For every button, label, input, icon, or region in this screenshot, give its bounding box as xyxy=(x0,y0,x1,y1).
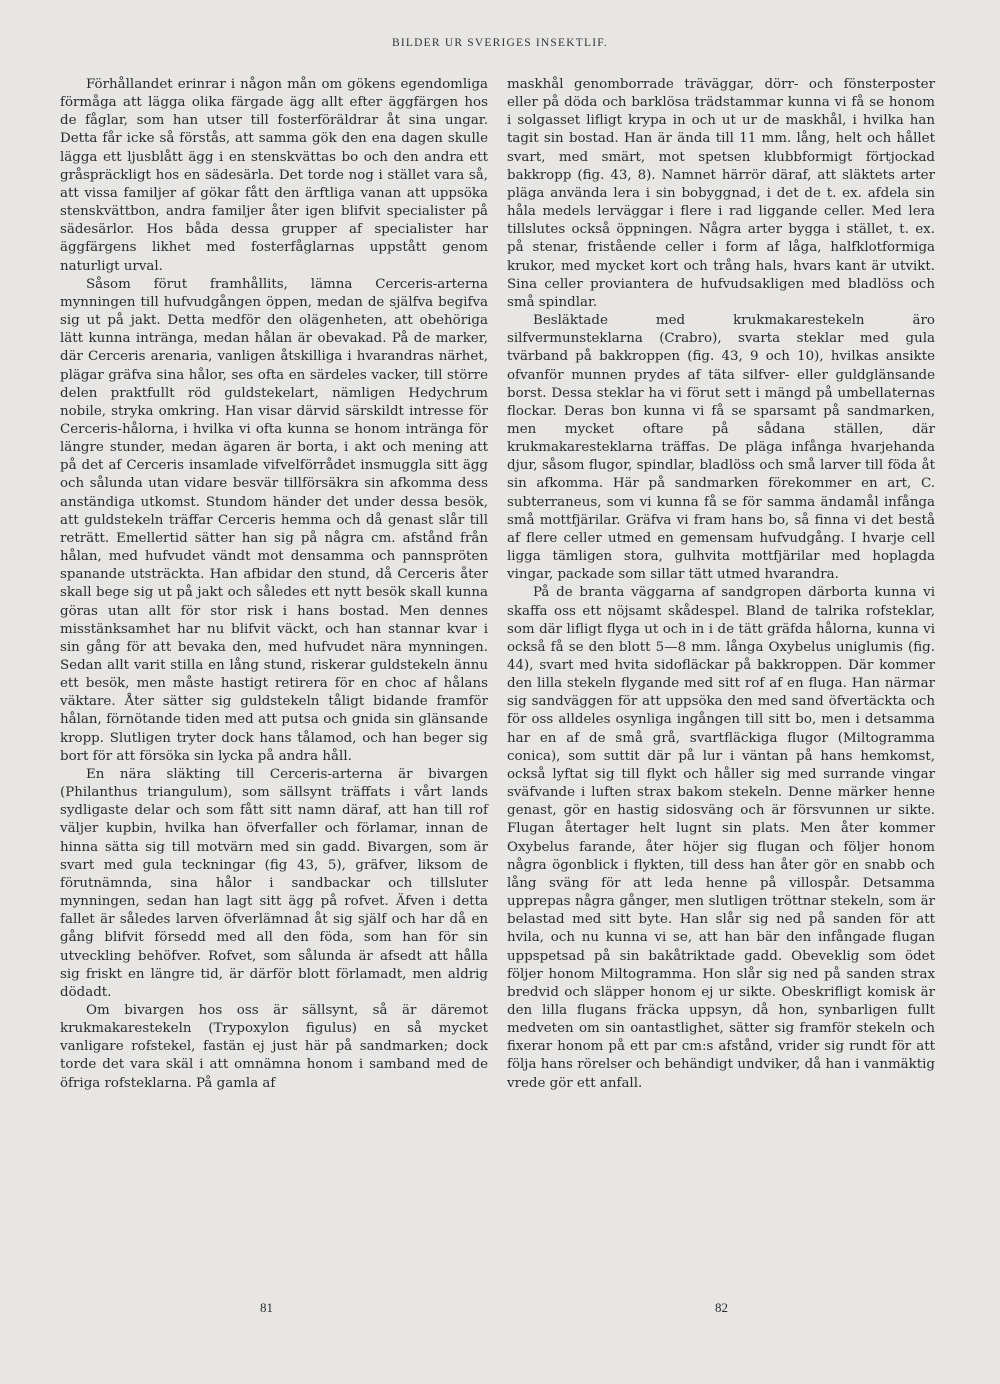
right-column xyxy=(507,76,935,1093)
paragraph: Besläktade med krukmakarestekeln äro silfvermunsteklarna (Crabro), svarta steklar med gula tvärband på bakkroppen (fig. 43, 9 och 10), hvilkas ansikte ofvanför munnen prydes af täta silfver- eller guldglänsande borst. Dessa steklar ha vi förut sett i mängd på umbellaternas flockar. Deras bon kunna vi få se sparsamt på sandmarken, men mycket oftare på sådana ställen, där krukmakaresteklarna träffas. De pläga infånga hvarjehanda djur, såsom flugor, spindlar, bladlöss och små larver till föda åt sin afkomma. Här på sandmarken förekommer en art, C. subterraneus, som vi kunna få se för samma ändamål infånga små mottfjärilar. Gräfva vi fram hans bo, så finna vi det bestå af flere celler utmed en gemensam hufvudgång. I hvarje cell ligga tämligen stora, gulhvita mottfjärilar med hoplagda vingar, packade som sillar tätt utmed hvarandra. xyxy=(507,313,935,583)
paragraph: På de branta väggarna af sandgropen därborta kunna vi skaffa oss ett nöjsamt skådespel. Bland de talrika rofsteklar, som där lifligt flyga ut och in i de tätt gräfda hålorna, kunna vi också få se den blott 5—8 mm. långa Oxybelus uniglumis (fig. 44), svart med hvita sidofläckar på bakkroppen. Där kommer den lilla stekeln flygande med sitt rof af en fluga. Han närmar sig sandväggen för att uppsöka den med sand öfvertäckta och för oss alldeles osynliga ingången till sitt bo, men i detsamma har en af de små grå, svartfläckiga flugor (Miltogramma conica), som suttit där på lur i väntan på hans hemkomst, också lyftat sig till flykt och håller sig med surrande vingar sväfvande i luften strax bakom stekeln. Denne märker henne genast, gör en hastig sidosväng och är försvunnen ur sikte. Flugan återtager helt lugnt sin plats. Men åter kommer Oxybelus farande, åter höjer sig flugan och följer honom några ögonblick i flykten, till dess han åter gör en snabb och lång sväng för att leda henne på villospår. Detsamma upprepas några gånger, men slutligen tröttnar stekeln, som är belastad med sitt byte. Han slår sig ned på sanden för att hvila, och nu kunna vi se, att han bär den infångade flugan uppspetsad på sin bakåtriktade gadd. Obeveklig som ödet följer honom Miltogramma. Hon slår sig ned på sanden strax bredvid och släpper honom ej ur sikte. Obeskrifligt komisk är den lilla flugans fräcka uppsyn, då hon, synbarligen fullt medveten om sin oantastlighet, sätter sig framför stekeln och fixerar honom på ett par cm:s afstånd, vrider sig rundt för att följa hans rörelser och behändigt undviker, då han i vanmäktig vrede gör ett anfall. xyxy=(507,585,935,1091)
paragraph: Förhållandet erinrar i någon mån om gökens egendomliga förmåga att lägga olika färgade ägg allt efter äggfärgen hos de fåglar, som han utser till fosterföräldrar åt sina ungar. Detta får icke så förstås, att samma gök den ena dagen skulle lägga ett ljusblått ägg i en stenskvättas bo och den andra ett gråspräckligt hos en sädesärla. Det torde nog i stället vara så, att vissa familjer af gökar fått den ärftliga vanan att uppsöka stenskvättbon, andra familjer åter igen blifvit specialister på sädesärlor. Hos båda dessa grupper af specialister har äggfärgens likhet med fosterfåglarnas uppstått genom naturligt urval. xyxy=(60,77,488,274)
paragraph: Om bivargen hos oss är sällsynt, så är däremot krukmakarestekeln (Trypoxylon figulus) en så mycket vanligare rofstekel, fastän ej just här på sandmarken; dock torde det vara skäl i att omnämna honom i samband med de öfriga rofsteklarna. På gamla af xyxy=(60,1002,488,1091)
paragraph: En nära släkting till Cerceris-arterna är bivargen (Philanthus triangulum), som sällsynt träffats i vårt lands sydligaste delar och som fått sitt namn däraf, att han till rof väljer kupbin, hvilka han öfverfaller och förlamar, innan de hinna sätta sig till motvärn med sin gadd. Bivargen, som är svart med gula teckningar (fig 43, 5), gräfver, liksom de förutnämnda, sina hålor i sandbackar och tillsluter mynningen, sedan han lagt sitt ägg på rofvet. Äfven i detta fallet är således larven öfverlämnad åt sig själf och har då en gång blifvit försedd med all den föda, som han för sin utveckling behöfver. Rofvet, som sålunda är afsedt att hålla sig friskt en längre tid, är därför blott förlamadt, men aldrig dödadt. xyxy=(60,766,488,1000)
left-column xyxy=(60,76,488,1093)
paragraph: Såsom förut framhållits, lämna Cerceris-arterna mynningen till hufvudgången öppen, medan de själfva begifva sig ut på jakt. Detta medför den olägenheten, att obehöriga lätt kunna inträngа, medan hålan är obevakad. På de marker, där Cerceris arenaria, vanligen åtskilliga i hvarandras närhet, plägar gräfva sina hålor, ses ofta en särdeles vacker, till större delen praktfullt röd guldstekelart, nämligen Hedychrum nobile, stryka omkring. Han visar därvid särskildt intresse för Cerceris-hålorna, i hvilka vi ofta kunna se honom inträngа för längre stunder, medan ägaren är borta, i akt och mening att på det af Cerceris insamlade vifvelförrådet insmuggla sitt ägg och sålunda utan vidare besvär tillförsäkra sin afkomma dess anständiga utkomst. Stundom händer det under dessa besök, att guldstekeln träffar Cerceris hemma och då genast slår till reträtt. Emellertid sätter han sig på några cm. afstånd från hålan, med hufvudet vändt mot densamma och pannspröten spanande utsträckta. Han afbidar den stund, då Cerceris åter skall bege sig ut på jakt och således ett nytt besök skall kunna göras utan allt för stor risk i hans bostad. Men dennes misstänksamhet har nu blifvit väckt, och han stannar kvar i sin gång för att bevaka den, med hufvudet nära mynningen. Sedan allt varit stilla en lång stund, riskerar guldstekeln ännu ett besök, men måste hastigt retirera för en choc af hålans väktare. Åter sätter sig guldstekeln tåligt bidande framför hålan, förnötande tiden med att putsa och gnida sin glänsande kropp. Slutligen tryter dock hans tålamod, och han beger sig bort för att försöka sin lycka på andra håll. xyxy=(60,276,488,764)
paragraph: maskhål genomborrade träväggar, dörr- och fönsterposter eller på döda och barklösa trädstammar kunna vi få se honom i solgasset lifligt krypa in och ut ur de maskhål, i hvilka han tagit sin bostad. Han är ända till 11 mm. lång, helt och hållet svart, med smärt, mot spetsen klubbformigt förtjockad bakkropp (fig. 43, 8). Namnet härrör däraf, att släktets arter pläga använda lera i sin bobyggnad, i det de t. ex. afdela sin håla medels lerväggar i flere i rad liggande celler. Med lera tillslutes också öppningen. Några arter bygga i stället, t. ex. på stenar, fristående celler i form af låga, halfklotformiga krukor, med mycket kort och trång hals, hvars kant är utvikt. Sina celler proviantera de hufvudsakligen med bladlöss och små spindlar. xyxy=(507,77,935,310)
running-head: BILDER UR SVERIGES INSEKTLIF. xyxy=(392,37,608,49)
page-number-left: 81 xyxy=(260,1300,273,1315)
page-number-right: 82 xyxy=(715,1300,728,1315)
